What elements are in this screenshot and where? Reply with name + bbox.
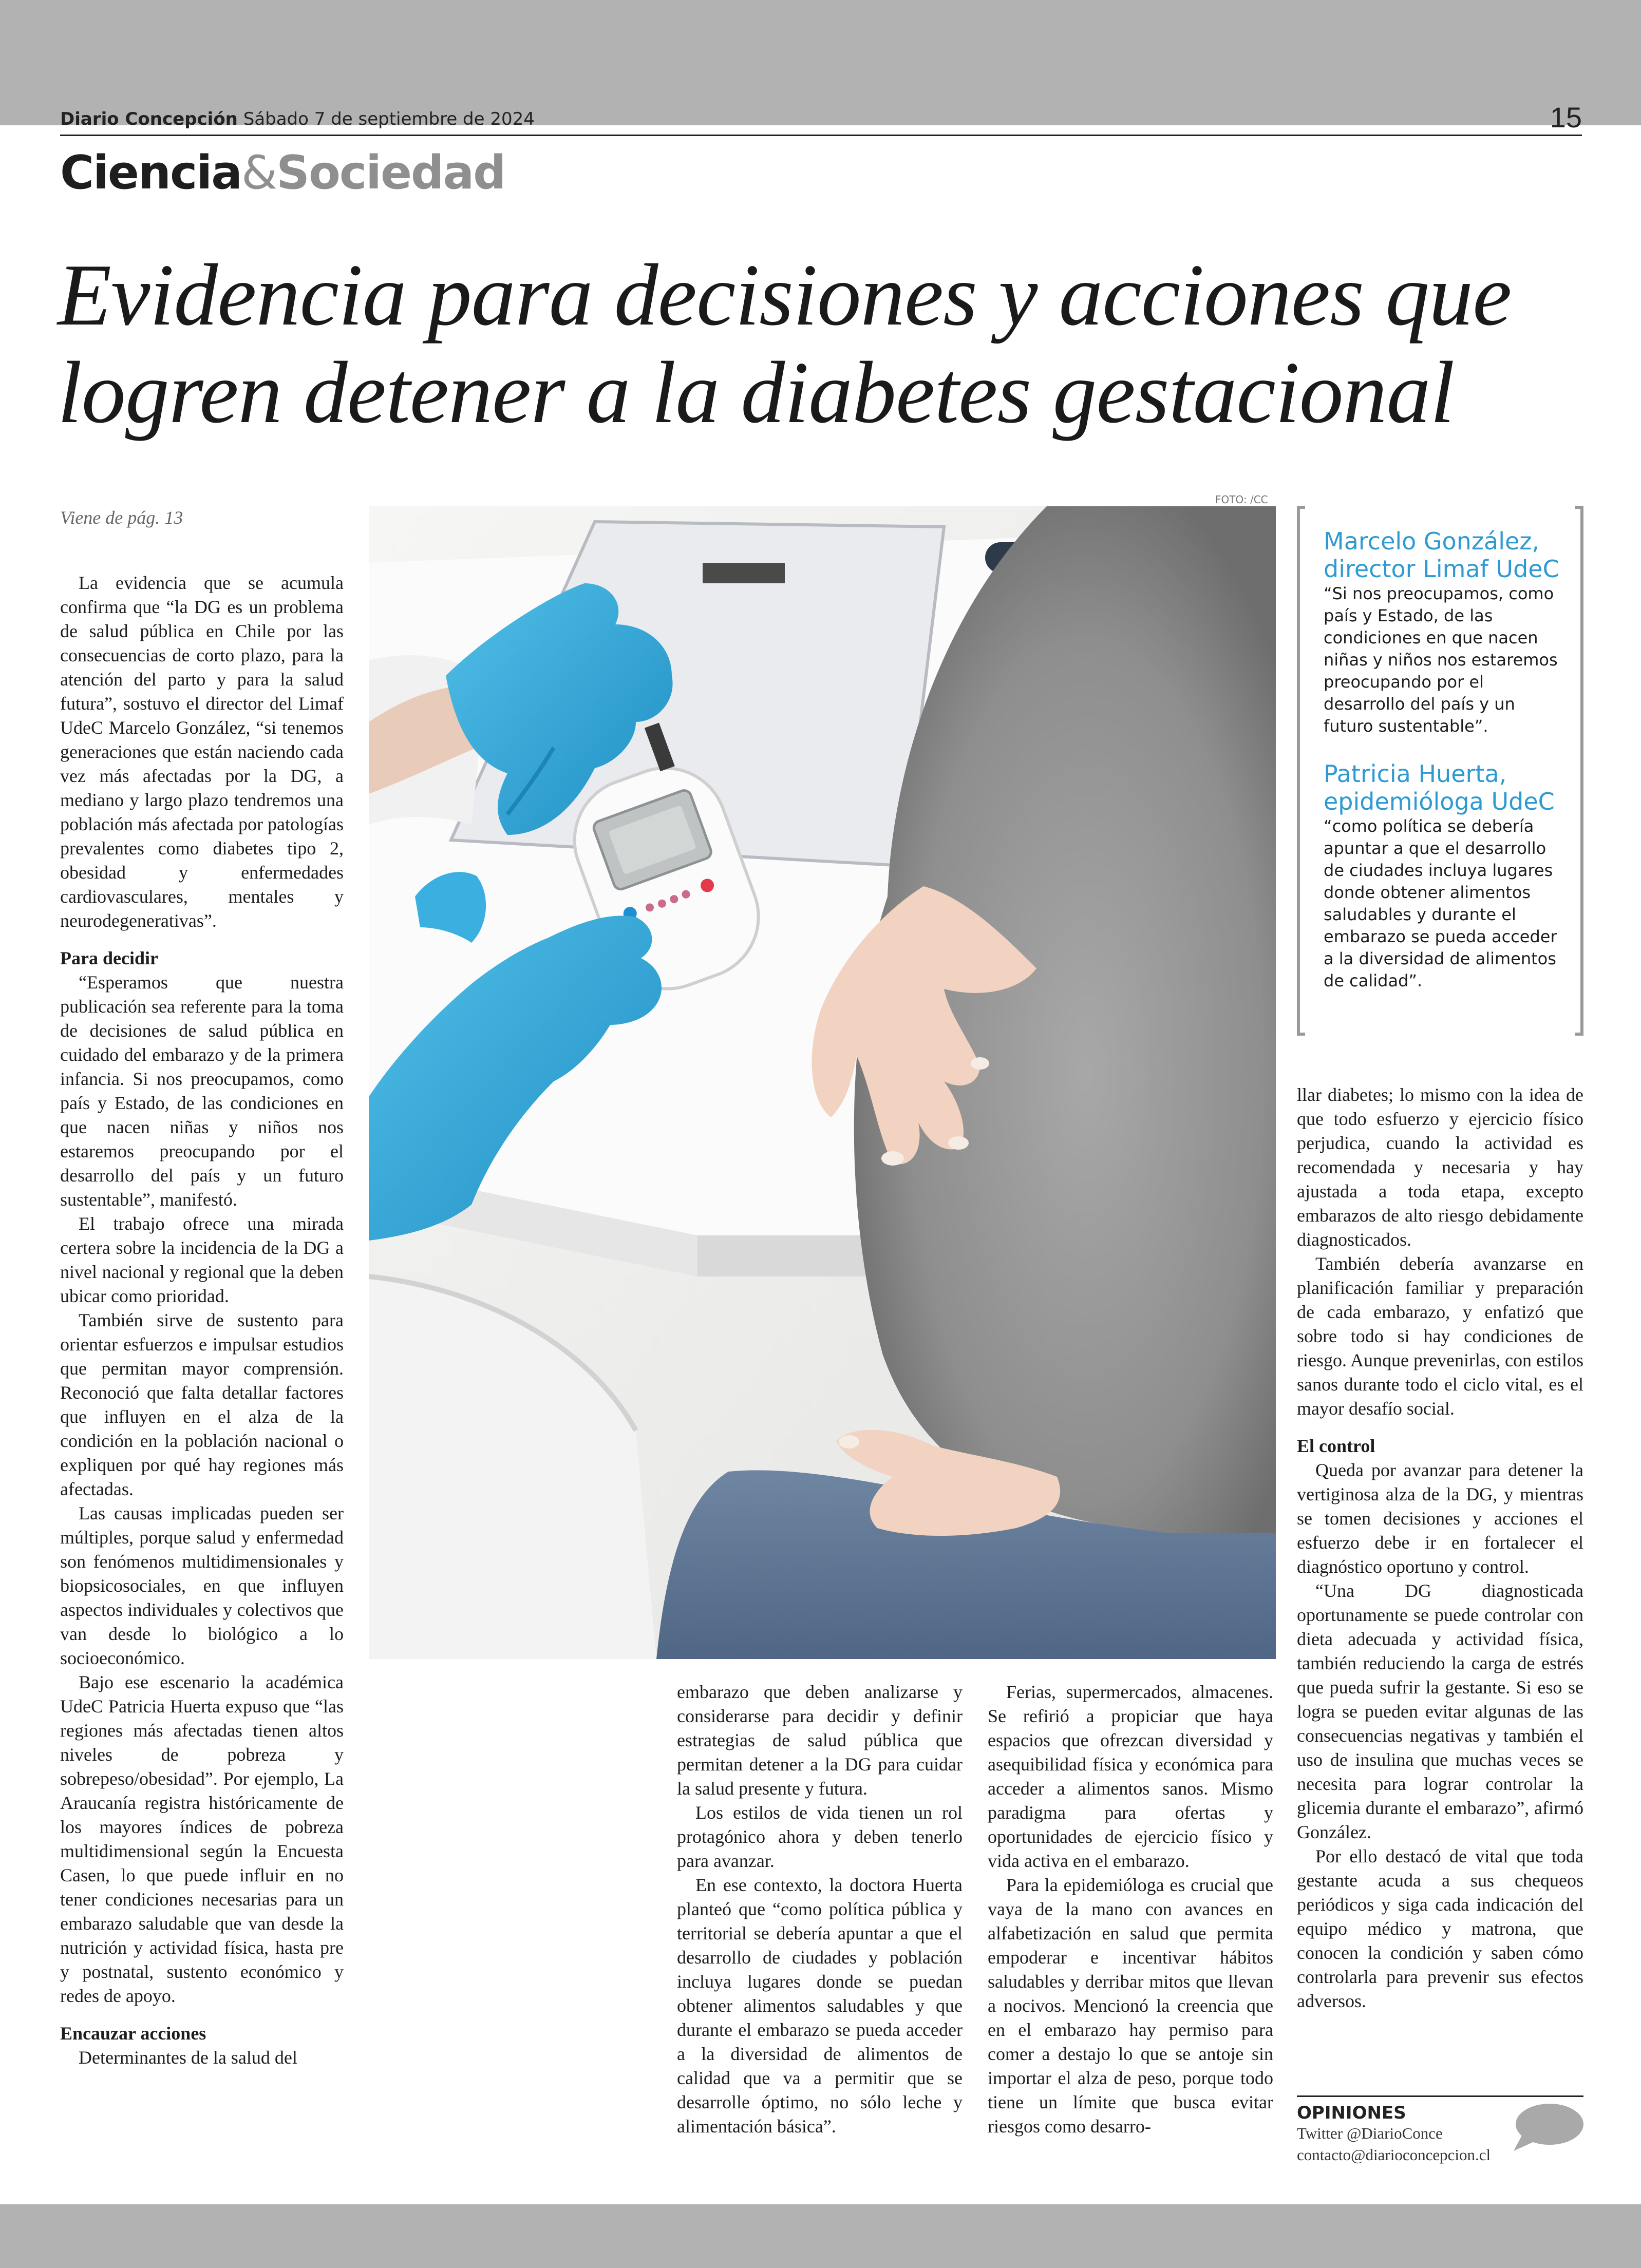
article-column-4 <box>1297 1083 1583 2013</box>
quote-author: Marcelo González, director Limaf UdeC <box>1324 527 1559 583</box>
paragraph: Bajo ese escenario la académica UdeC Patricia Huerta expuso que “las regiones más afectadas tienen altos niveles de pobreza y sobrepeso/obesidad”. Por ejemplo, La Araucanía registra históricamente de los mayores índices de pobreza multidimensional según la Encuesta Casen, lo que puede influir en no tener condiciones necesarias para un embarazo saludable que van desde la nutrición y actividad física, hasta pre y postnatal, sustento económico y redes de apoyo. <box>60 1672 344 2006</box>
section-secondary: Sociedad <box>276 146 505 200</box>
article-column-1 <box>60 506 344 2070</box>
paragraph: Los estilos de vida tienen un rol protagónico ahora y deben tenerlo para avanzar. <box>677 1802 963 1871</box>
contact-email[interactable]: contacto@diarioconcepcion.cl <box>1297 2146 1491 2164</box>
paragraph: También sirve de sustento para orientar esfuerzos e impulsar estudios que permitan mayor comprensión. Reconoció que falta detallar factores que influyen en el alza de la condición en la población nacional o expliquen por qué hay regiones más afectadas. <box>60 1310 344 1499</box>
quote-text: “como política se debería apuntar a que el desarrollo de ciudades incluya lugares donde obtener alimentos saludables y durante el embarazo se pueda acceder a la diversidad de alimentos de calidad”. <box>1324 816 1557 990</box>
paragraph: llar diabetes; lo mismo con la idea de que todo esfuerzo y ejercicio físico perjudica, cuando la actividad es recomendada y necesaria y hay ajustada a toda etapa, excepto embarazos de alto riesgo debidamente diagnosticados. <box>1297 1084 1583 1250</box>
right-bracket <box>1575 506 1583 1036</box>
bottom-margin-band <box>0 2204 1641 2268</box>
paragraph: El trabajo ofrece una mirada certera sobre la incidencia de la DG a nivel nacional y regional que la deben ubicar como prioridad. <box>60 1213 344 1306</box>
paragraph: Las causas implicadas pueden ser múltiples, porque salud y enfermedad son fenómenos multidimensionales y biopsicosociales, en que influyen aspectos individuales y colectivos que van desde lo biológico a lo socioeconómico. <box>60 1503 344 1668</box>
photo-credit: FOTO: /CC <box>1215 493 1268 506</box>
section-title <box>60 146 505 200</box>
subheading-para-decidir: Para decidir <box>60 948 158 968</box>
article-column-3 <box>988 1680 1273 2139</box>
paragraph: Por ello destacó de vital que toda gestante acuda a sus chequeos periódicos y siga cada indicación del equipo médico y matrona, que conocen la condición y saben cómo controlarla para prevenir sus efectos adversos. <box>1297 1846 1583 2011</box>
photo-illustration <box>369 506 1276 1659</box>
paragraph: Ferias, supermercados, almacenes. Se refirió a propiciar que haya espacios que ofrezcan diversidad y asequibilidad física y económica para acceder a alimentos sanos. Mismo paradigma para ofertas y oportunidades de ejercicio físico y vida activa en el embarazo. <box>988 1682 1273 1871</box>
twitter-handle[interactable]: Twitter @DiarioConce <box>1297 2124 1443 2142</box>
issue-date: Sábado 7 de septiembre de 2024 <box>243 109 535 129</box>
left-bracket <box>1297 506 1305 1036</box>
quote-box <box>1297 506 1583 1036</box>
continued-from: Viene de pág. 13 <box>60 507 183 528</box>
section-main: Ciencia <box>60 146 241 200</box>
paragraph: “Esperamos que nuestra publicación sea referente para la toma de decisiones de salud pública en cuidado del embarazo y de la primera infancia. Si nos preocupamos, como país y Estado, de las condiciones en que nacen niñas y niños nos estaremos preocupando por el desarrollo del país y un futuro sustentable”, manifestó. <box>60 972 344 1210</box>
headline-line-2: logren detener a la diabetes gestacional <box>58 344 1455 442</box>
article-column-2 <box>677 1680 963 2139</box>
subheading-el-control: El control <box>1297 1436 1375 1456</box>
quote-list <box>1324 527 1565 1015</box>
paragraph: En ese contexto, la doctora Huerta planteó que “como política pública y territorial se debería apuntar a que el desarrollo de ciudades y población incluya lugares donde se puedan obtener alimentos saludables y que durante el embarazo se pueda acceder a la diversidad de alimentos de calidad que va a permitir que se desarrolle óptimo, no sólo leche y alimentación básica”. <box>677 1875 963 2137</box>
page-number: 15 <box>1550 101 1582 134</box>
paragraph: Determinantes de la salud del <box>79 2047 297 2068</box>
speech-bubble-icon <box>1511 2102 1586 2153</box>
paragraph: La evidencia que se acumula confirma que “la DG es un problema de salud pública en Chile por las consecuencias de corto plazo, para la atención del parto y para la salud futura”, sostuvo el director del Limaf UdeC Marcelo González, “si tenemos generaciones que están naciendo cada vez más afectadas por la DG, a mediano y largo plazo tendremos una población más afectada por patologías prevalentes como diabetes tipo 2, obesidad y enfermedades cardiovasculares, mentales y neurodegenerativas”. <box>60 573 344 931</box>
headline-line-1: Evidencia para decisiones y acciones que <box>58 246 1512 344</box>
paragraph: Queda por avanzar para detener la vertiginosa alza de la DG, y mientras se tomen decisiones y acciones el esfuerzo debe ir en fortalecer el diagnóstico oportuno y control. <box>1297 1460 1583 1577</box>
section-ampersand: & <box>241 146 277 200</box>
paragraph: Para la epidemióloga es crucial que vaya de la mano con avances en alfabetización en salud que permita empoderar e incentivar hábitos saludables y derribar mitos que llevan a nocivos. Mencionó la creencia que en el embarazo hay permiso para comer a destajo lo que se antoje sin importar el alza de peso, porque todo tiene un límite que busca evitar riesgos como desarro- <box>988 1875 1273 2137</box>
top-margin-band <box>0 0 1641 125</box>
paragraph: También debería avanzarse en planificación familiar y preparación de cada embarazo, y enfatizó que sobre todo si hay condiciones de riesgo. Aunque prevenirlas, con estilos sanos durante todo el ciclo vital, es el mayor desafío social. <box>1297 1253 1583 1419</box>
quote-text: “Si nos preocupamos, como país y Estado, de las condiciones en que nacen niñas y niños nos estaremos preocupando por el desarrollo del país y un futuro sustentable”. <box>1324 584 1558 736</box>
subheading-encauzar-acciones: Encauzar acciones <box>60 2023 206 2044</box>
paragraph: “Una DG diagnosticada oportunamente se puede controlar con dieta adecuada y actividad física, también reduciendo la carga de estrés que pueda sufrir la gestante. Si eso se logra se pueden evitar algunas de las consecuencias negativas y también el uso de insulina que muchas veces se necesita para lograr controlar la glicemia durante el embarazo”, afirmó González. <box>1297 1580 1583 1842</box>
page-header <box>60 109 535 129</box>
opinions-rule <box>1297 2095 1583 2097</box>
opinions-title: OPINIONES <box>1297 2103 1406 2123</box>
article-photo <box>369 506 1276 1659</box>
header-rule <box>60 135 1582 136</box>
quote-author: Patricia Huerta, epidemióloga UdeC <box>1324 760 1555 815</box>
headline <box>58 246 1598 442</box>
paper-name: Diario Concepción <box>60 109 238 129</box>
paragraph: embarazo que deben analizarse y considerarse para decidir y definir estrategias de salud pública que permitan detener a la DG para cuidar la salud presente y futura. <box>677 1682 963 1799</box>
